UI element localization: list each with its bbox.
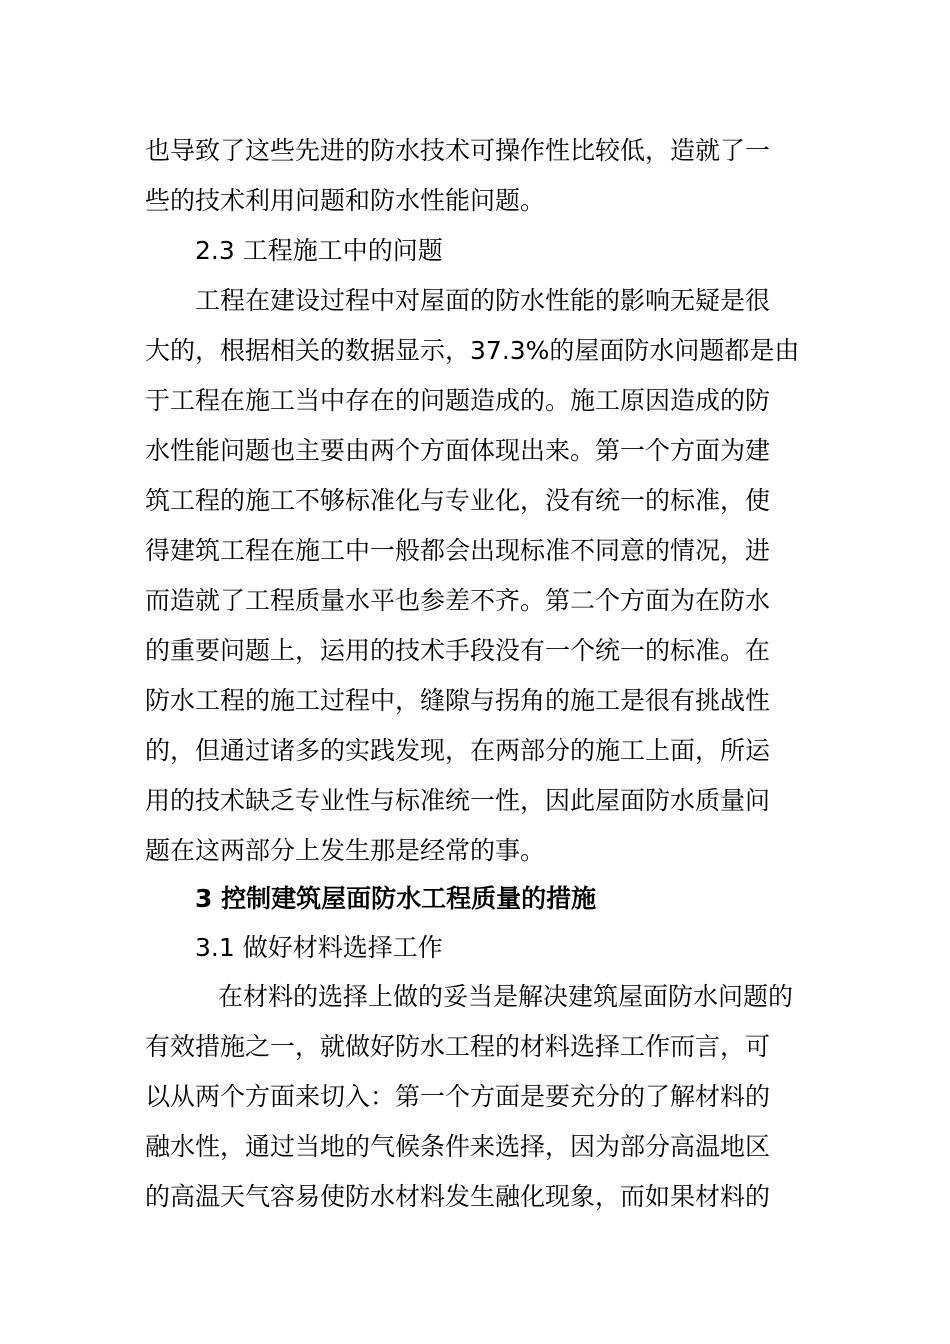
body-text-line: 工程在建设过程中对屋面的防水性能的影响无疑是很	[195, 286, 771, 315]
body-text-line: 也导致了这些先进的防水技术可操作性比较低，造就了一	[145, 136, 771, 165]
body-text-line: 题在这两部分上发生那是经常的事。	[145, 836, 546, 865]
body-text-line: 的，但通过诸多的实践发现，在两部分的施工上面，所运	[145, 736, 771, 765]
body-text-line: 大的，根据相关的数据显示，37.3%的屋面防水问题都是由	[145, 336, 800, 365]
body-text-line: 防水工程的施工过程中，缝隙与拐角的施工是很有挑战性	[145, 686, 771, 715]
body-text-line: 融水性，通过当地的气候条件来选择，因为部分高温地区	[145, 1132, 771, 1161]
body-text-line: 水性能问题也主要由两个方面体现出来。第一个方面为建	[145, 436, 771, 465]
body-text-line: 有效措施之一，就做好防水工程的材料选择工作而言，可	[145, 1032, 771, 1061]
body-text-line: 筑工程的施工不够标准化与专业化，没有统一的标准，使	[145, 486, 771, 515]
body-text-line: 的高温天气容易使防水材料发生融化现象，而如果材料的	[145, 1182, 771, 1211]
subsection-heading-3-1: 3.1 做好材料选择工作	[195, 933, 443, 962]
body-text-line: 于工程在施工当中存在的问题造成的。施工原因造成的防	[145, 386, 771, 415]
subsection-heading-2-3: 2.3 工程施工中的问题	[195, 236, 443, 265]
body-text-line: 用的技术缺乏专业性与标准统一性，因此屋面防水质量问	[145, 786, 771, 815]
body-text-line: 的重要问题上，运用的技术手段没有一个统一的标准。在	[145, 636, 771, 665]
body-text-line: 在材料的选择上做的妥当是解决建筑屋面防水问题的	[218, 982, 794, 1011]
section-heading-3: 3 控制建筑屋面防水工程质量的措施	[195, 884, 597, 913]
body-text-line: 些的技术利用问题和防水性能问题。	[145, 186, 546, 215]
body-text-line: 以从两个方面来切入：第一个方面是要充分的了解材料的	[145, 1082, 771, 1111]
body-text-line: 而造就了工程质量水平也参差不齐。第二个方面为在防水	[145, 586, 771, 615]
body-text-line: 得建筑工程在施工中一般都会出现标准不同意的情况，进	[145, 536, 771, 565]
